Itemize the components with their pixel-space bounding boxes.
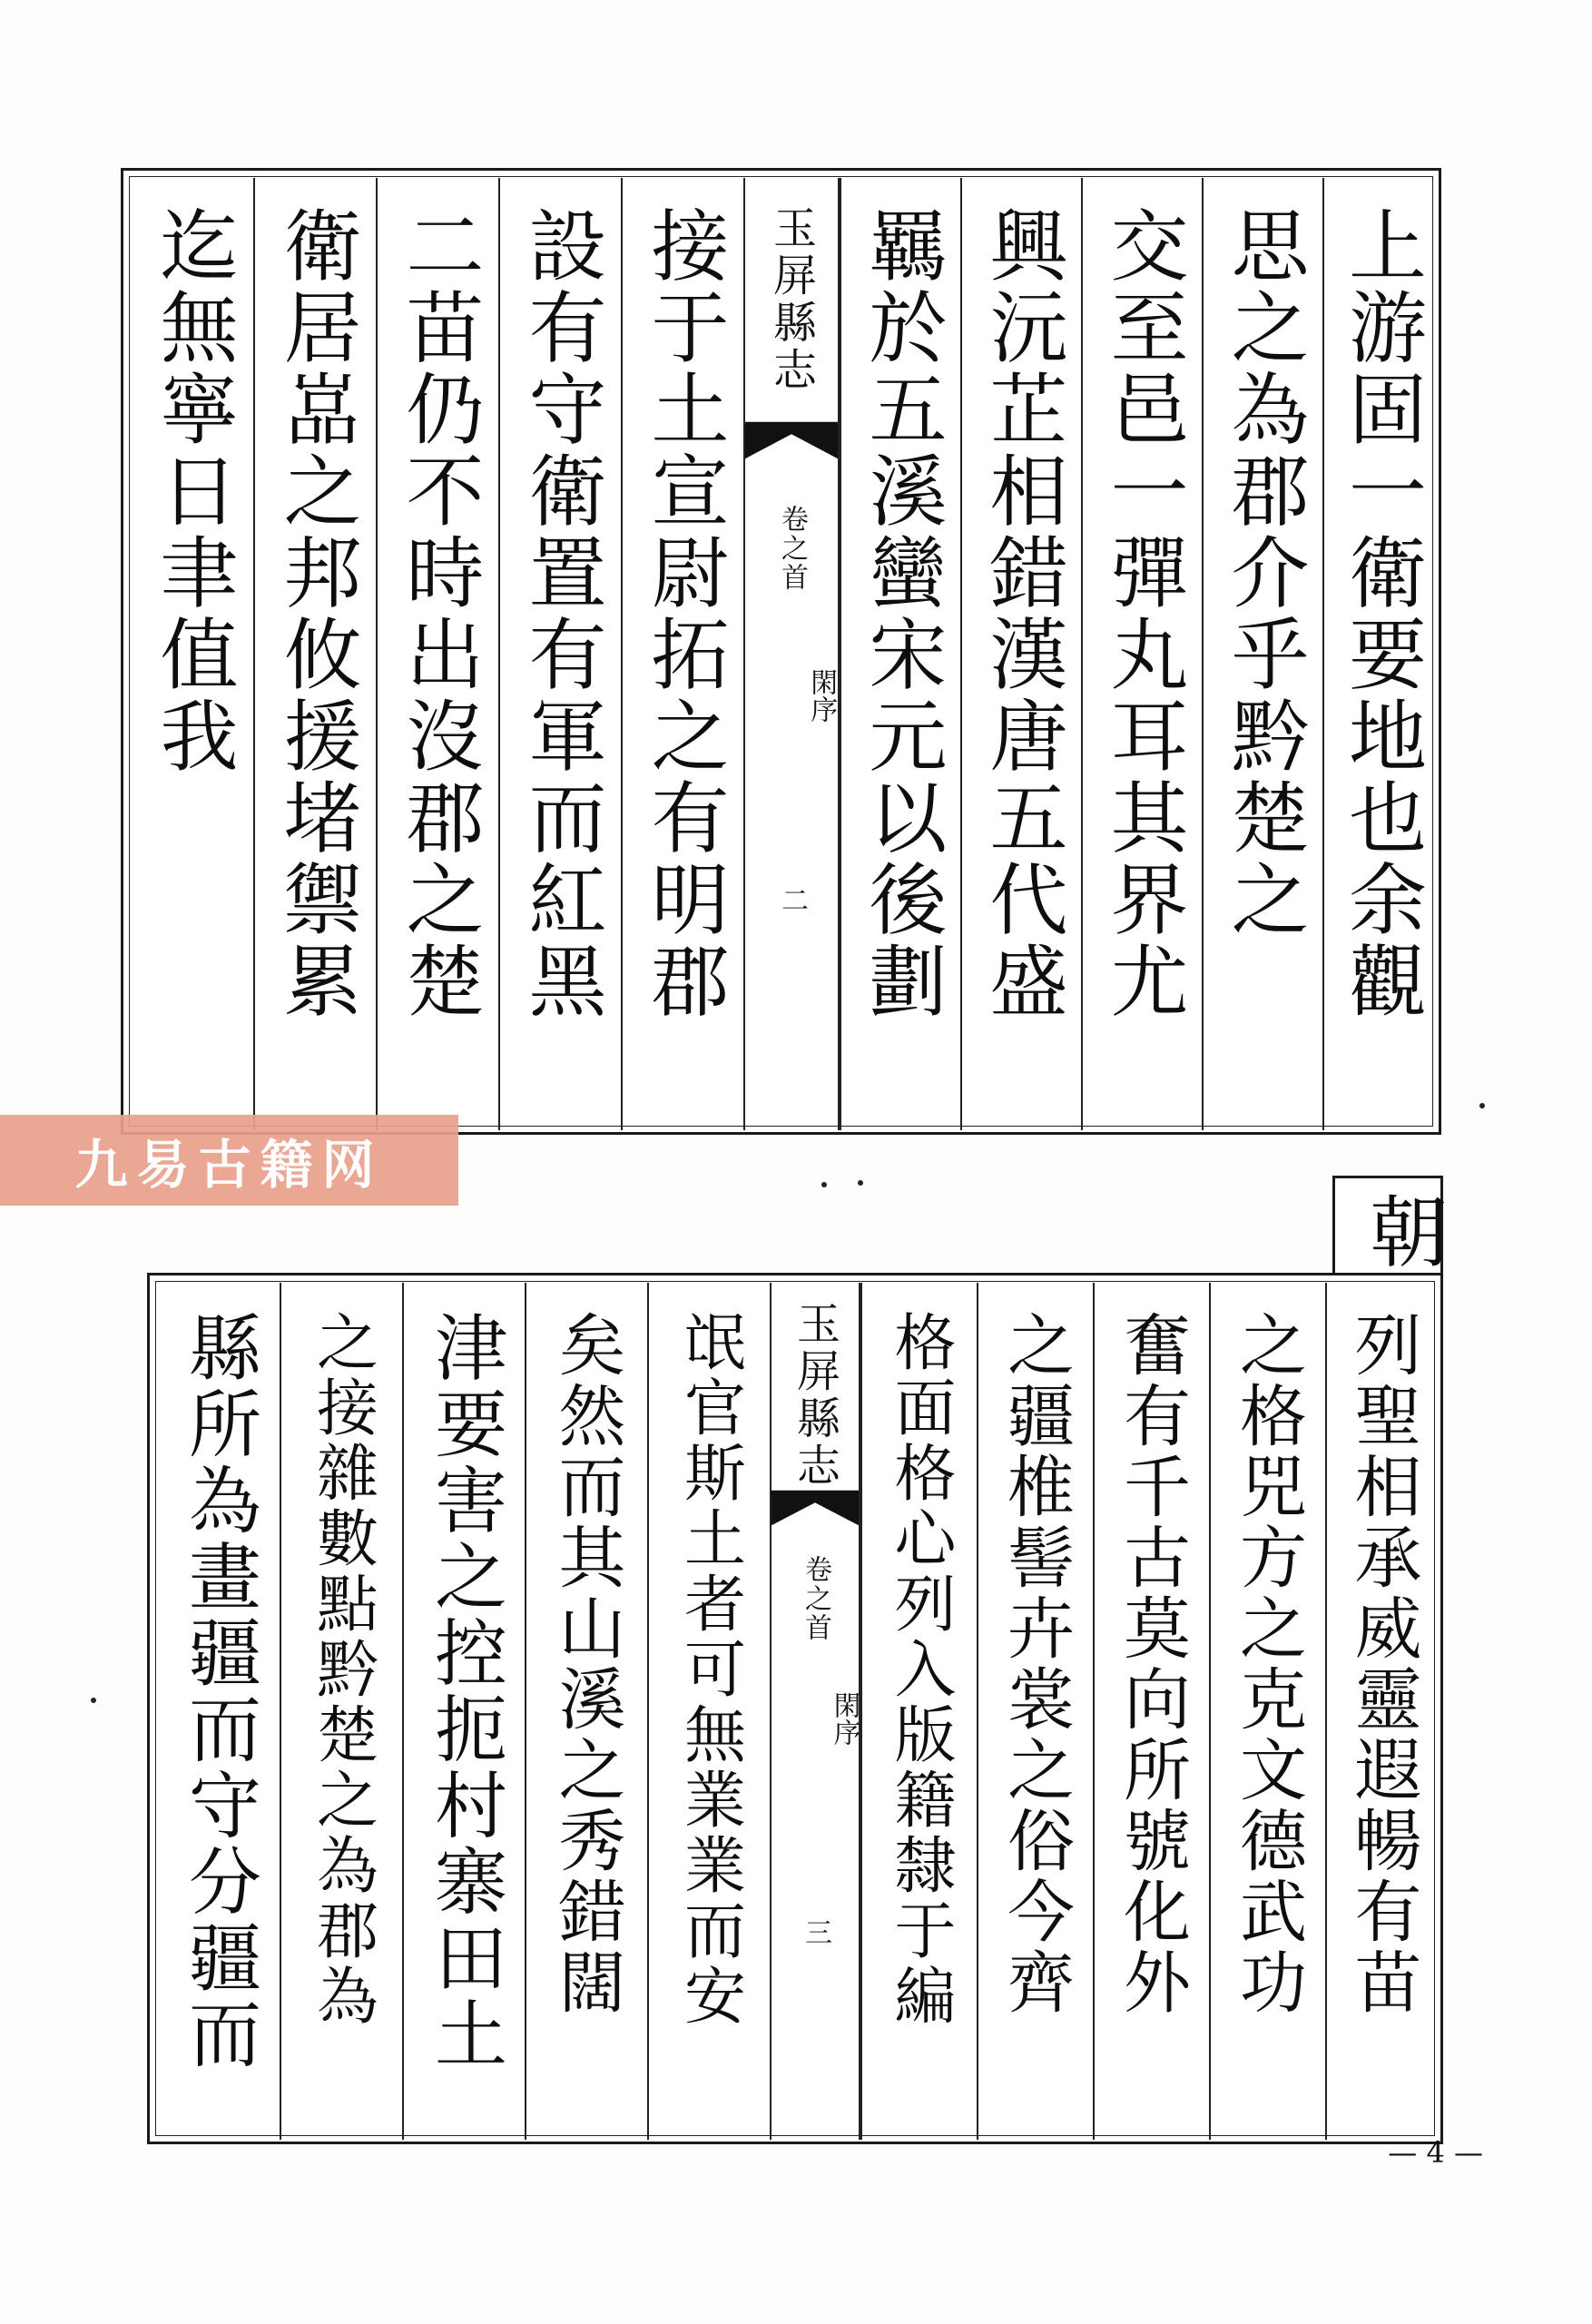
volume-label: 卷之首 — [776, 505, 808, 592]
column-text: 縣所為畫疆而守分疆而 — [176, 1310, 261, 2073]
leaf-number: 三 — [800, 1918, 831, 1945]
bottom-left-column-3 — [402, 1283, 525, 2140]
bottom-left-column-5 — [157, 1283, 280, 2140]
book-title: 玉屏縣志 — [789, 1301, 840, 1490]
section-label: 閑序 — [805, 668, 838, 723]
bottom-center-fold — [770, 1283, 860, 2140]
leaf-number: 二 — [776, 886, 808, 913]
column-text: 之接雜數點黔楚之為郡為 — [306, 1310, 378, 2029]
ink-speck — [858, 1180, 863, 1186]
column-text: 羈於五溪蠻宋元以後劃 — [855, 205, 947, 1022]
column-text: 奮有千古莫向所號化外 — [1113, 1310, 1191, 2018]
fishtail-mark — [771, 1490, 859, 1526]
column-text: 接于土宣尉拓之有明郡 — [637, 205, 729, 1022]
top-right-column-5 — [840, 178, 960, 1130]
bottom-left-column-4 — [280, 1283, 402, 2140]
bottom-left-column-2 — [525, 1283, 647, 2140]
top-right-column-4 — [960, 178, 1081, 1130]
column-text: 衛居嵓之邦攸援堵禦累 — [270, 205, 361, 1022]
top-page-frame — [121, 168, 1441, 1135]
raised-honorific-box — [1332, 1176, 1447, 1275]
column-text: 列聖相承威靈遐暢有苗 — [1343, 1310, 1422, 2018]
ink-speck — [821, 1182, 827, 1187]
column-text: 矣然而其山溪之秀錯闊 — [547, 1310, 626, 2018]
column-text: 迄無寧日聿值我 — [146, 205, 238, 777]
column-text: 二苗仍不時出沒郡之楚 — [392, 205, 484, 1022]
watermark-text: 九易古籍网 — [74, 1134, 384, 1196]
bottom-left-column-1 — [647, 1283, 770, 2140]
column-text: 之格兕方之克文德武功 — [1229, 1310, 1307, 2018]
column-text: 上游固一衛要地也余觀 — [1335, 205, 1426, 1022]
bottom-right-column-3 — [1093, 1283, 1209, 2140]
column-text: 格面格心列入版籍隸于編 — [884, 1310, 956, 2029]
ink-speck — [91, 1698, 96, 1703]
top-left-column-1 — [621, 178, 743, 1130]
column-text: 設有守衛置有軍而紅黑 — [515, 205, 606, 1022]
bottom-right-column-5 — [860, 1283, 977, 2140]
top-right-column-2 — [1202, 178, 1322, 1130]
column-text: 津要害之控扼村寨田土 — [422, 1310, 507, 2073]
watermark-banner — [0, 1115, 458, 1206]
bottom-right-column-4 — [977, 1283, 1093, 2140]
bottom-right-column-2 — [1209, 1283, 1325, 2140]
bottom-page-frame — [147, 1273, 1443, 2144]
page-number: — 4 — — [1388, 2135, 1483, 2170]
honorific-character: 朝 — [1356, 1191, 1447, 1273]
column-text: 氓官斯土者可無業業而安 — [673, 1310, 746, 2029]
ink-speck — [1479, 1103, 1485, 1108]
top-right-column-3 — [1081, 178, 1202, 1130]
top-right-column-1 — [1322, 178, 1437, 1130]
column-text: 興沅芷相錯漢唐五代盛 — [976, 205, 1067, 1022]
top-left-column-5 — [131, 178, 253, 1130]
fishtail-mark — [745, 421, 838, 459]
column-text: 交至邑一彈丸耳其界尤 — [1096, 205, 1188, 1022]
section-label: 閑序 — [828, 1691, 860, 1746]
top-left-column-4 — [253, 178, 376, 1130]
bottom-right-column-1 — [1325, 1283, 1439, 2140]
volume-label: 卷之首 — [800, 1555, 831, 1642]
book-title: 玉屏縣志 — [765, 205, 817, 394]
column-text: 思之為郡介乎黔楚之 — [1217, 205, 1309, 940]
top-left-column-3 — [376, 178, 498, 1130]
top-left-column-2 — [498, 178, 621, 1130]
top-center-fold — [743, 178, 840, 1130]
column-text: 之疆椎髻卉裳之俗今齊 — [997, 1310, 1075, 2018]
